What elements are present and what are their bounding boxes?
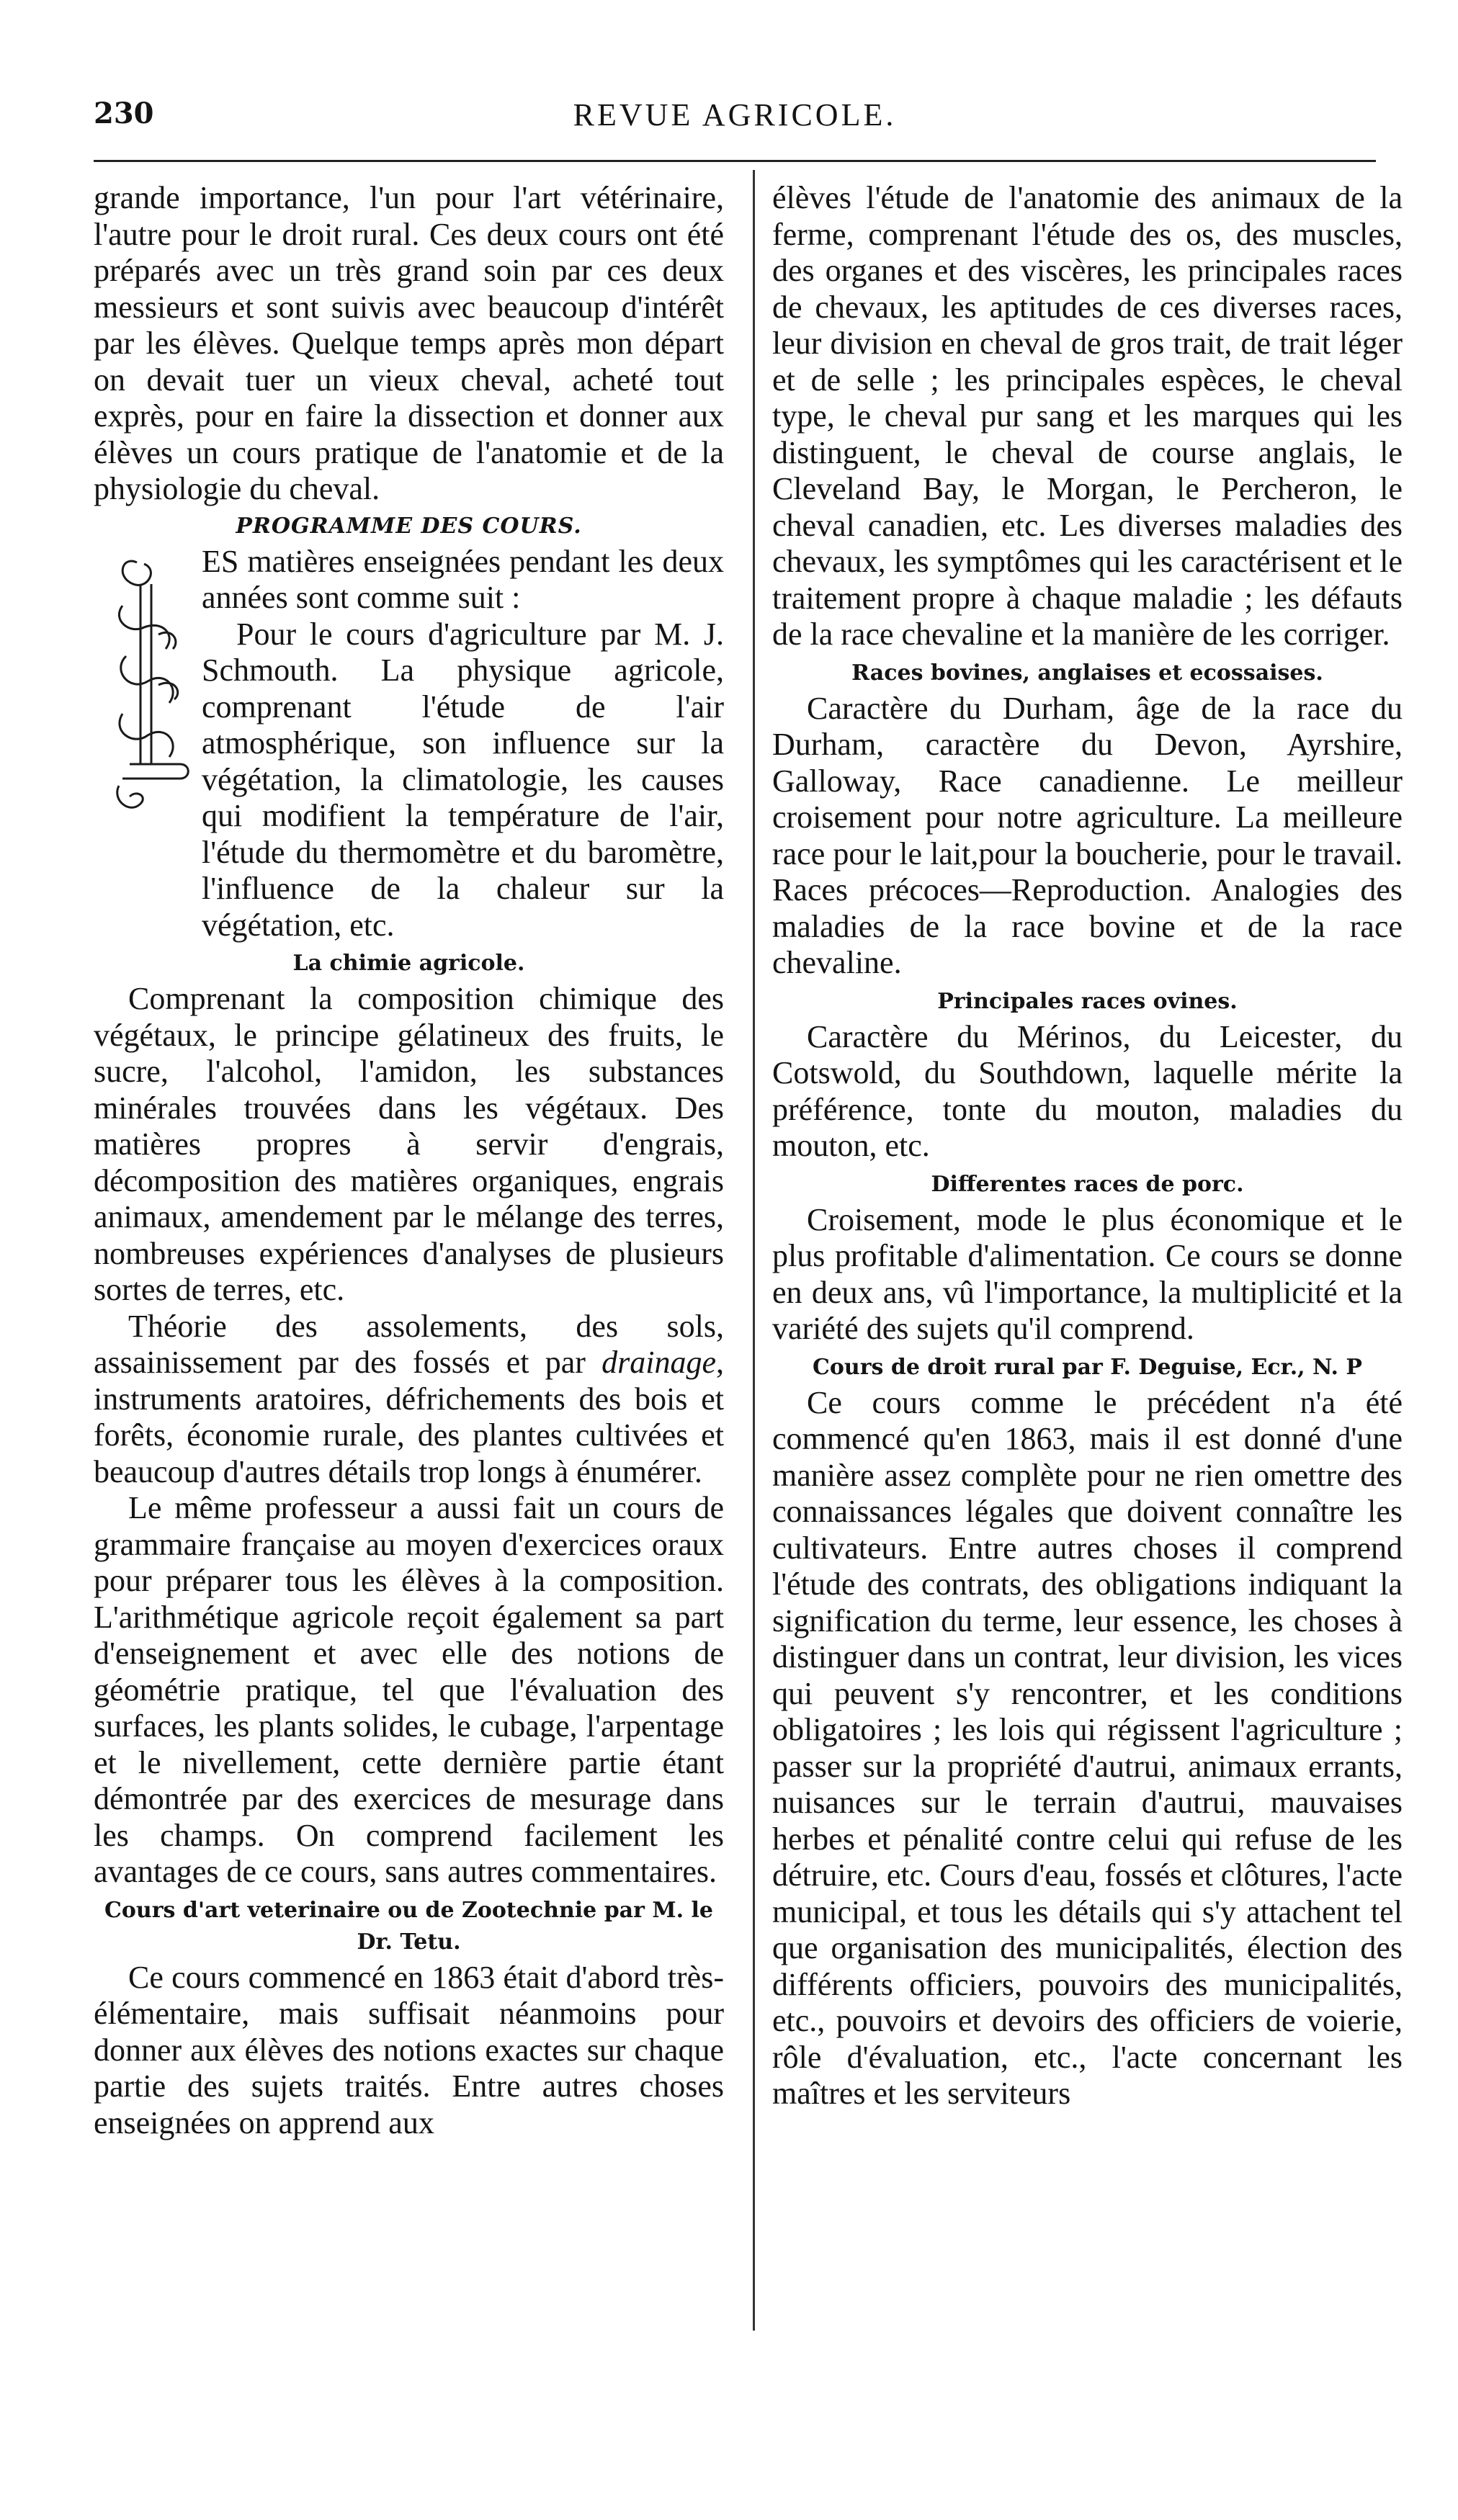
paragraph-assolements — [94, 1309, 724, 1491]
paragraph: Caractère du Durham, âge de la race du Durham, caractère du Devon, Ayrshire, Galloway, Race canadienne. Le meilleur croisement pour notre agriculture. La meilleure race pour le lait,pour la boucherie, pour le travail. Races précoces—Reproduction. Analogies des maladies de la race bovine et de la race chevaline. — [772, 690, 1403, 980]
ornamental-dropcap — [108, 548, 194, 836]
section-heading-porc: Differentes races de porc. — [931, 1171, 1244, 1197]
paragraph: grande importance, l'un pour l'art vétérinaire, l'autre pour le droit rural. Ces deux cours ont été préparés avec un très grand soin par ces deux messieurs et sont suivis avec beaucoup d'intérêt par les élèves. Quelque temps après mon départ on devait tuer un vieux cheval, acheté tout exprès, pour en faire la dissection et donner aux élèves un cours pratique de l'anatomie et de la physiologie du cheval. — [94, 180, 724, 506]
section-heading-chimie: La chimie agricole. — [292, 951, 525, 976]
lead-text: ES matières enseignées pendant les deux années sont comme suit : — [202, 543, 724, 615]
paragraph: Le même professeur a aussi fait un cours de grammaire française au moyen d'exercices oraux pour préparer tous les élèves à la composition. L'arithmétique agricole reçoit également sa part d'enseignement et avec elle des notions de géométrie pratique, tel que l'évaluation des surfaces, les plants solides, le cubage, l'arpentage et le nivellement, cette dernière partie étant démontrée par des exercices de mesurage dans les champs. On comprend facilement les avantages de ce cours, sans autres commentaires. — [94, 1490, 724, 1889]
section-heading-programme: PROGRAMME DES COURS. — [236, 513, 582, 539]
column-divider — [753, 170, 755, 2331]
paragraph: Caractère du Mérinos, du Leicester, du Cotswold, du Southdown, laquelle mérite la préférence, tonte du mouton, maladies du mouton, etc. — [772, 1018, 1403, 1163]
text-run: Théorie des assolements, des sols, assainissement par des fossés et par — [94, 1308, 724, 1380]
paragraph: élèves l'étude de l'anatomie des animaux de la ferme, comprenant l'étude des os, des muscles, des organes et des viscères, les principales races de chevaux, les aptitudes de ces diverses races, leur division en cheval de gros trait, de trait léger et de selle ; les principales espèces, le cheval type, le cheval pur sang et les marques qui les distinguent, le cheval de course anglais, le Cleveland Bay, le Morgan, le Percheron, le cheval canadien, etc. Les diverses maladies des chevaux, les symptômes qui les caractérisent et le traitement propre à chaque maladie ; les défauts de la race chevaline et la manière de les corriger. — [772, 180, 1403, 652]
dropcap-ornament-icon — [108, 548, 194, 836]
text-run: , instruments aratoires, défrichements des bois et forêts, économie rurale, des plantes cultivées et beaucoup d'autres détails trop longs à énumérer. — [94, 1345, 724, 1489]
paragraph: Ce cours commencé en 1863 était d'abord très-élémentaire, mais suffisait néanmoins pour donner aux élèves des notions exactes sur chaque partie des sujets traités. Entre autres choses enseignées on apprend aux — [94, 1959, 724, 2140]
emphasis: drainage — [601, 1345, 716, 1380]
section-heading-droit: Cours de droit rural par F. Deguise, Ecr., N. P — [813, 1354, 1362, 1380]
page-header — [94, 89, 1376, 137]
lead-paragraph — [94, 544, 724, 944]
left-column — [94, 180, 724, 2141]
paragraph-agriculture: Pour le cours d'agriculture par M. J. Schmouth. La physique agricole, comprenant l'étude de l'air atmosphérique, son influence sur la végétation, la climatologie, les causes qui modifient la température de l'air, l'étude du thermomètre et du baromètre, l'influence de la chaleur sur la végétation, etc. — [202, 616, 724, 943]
header-rule — [94, 160, 1376, 162]
right-column — [772, 180, 1403, 2112]
page-number: 230 — [94, 97, 154, 130]
paragraph: Croisement, mode le plus économique et le plus profitable d'alimentation. Ce cours se donne en deux ans, vû l'importance, la multiplicité et la variété des sujets qu'il comprend. — [772, 1201, 1403, 1346]
paragraph: Comprenant la composition chimique des végétaux, le principe gélatineux des fruits, le sucre, l'alcohol, l'amidon, les substances minérales trouvées dans les végétaux. Des matières propres à servir d'engrais, décomposition des matières organiques, engrais animaux, amendement par le mélange des terres, nombreuses expériences d'analyses de plusieurs sortes de terres, etc. — [94, 981, 724, 1307]
running-title: REVUE AGRICOLE. — [573, 97, 897, 133]
section-heading-veterinaire: Cours d'art veterinaire ou de Zootechnie par M. le Dr. Tetu. — [104, 1897, 713, 1955]
section-heading-ovines: Principales races ovines. — [937, 988, 1238, 1014]
paragraph: Ce cours comme le précédent n'a été commencé qu'en 1863, mais il est donné d'une manière assez complète pour ne rien omettre des connaissances légales que doivent connaître les cultivateurs. Entre autres choses il comprend l'étude des contrats, des obligations indiquant la signification du terme, leur essence, les choses à distinguer dans un contrat, leur division, les vices qui peuvent s'y rencontrer, et les conditions obligatoires ; les lois qui régissent l'agriculture ; passer sur la propriété d'autrui, animaux errants, nuisances sur le terrain d'autrui, mauvaises herbes et pénalité contre celui qui refuse de les détruire, etc. Cours d'eau, fossés et clôtures, l'acte municipal, et tous les détails qui s'y attachent tel que organisation des municipalités, élection des différents officiers, pouvoirs des municipalités, etc., pouvoirs et devoirs des officiers de voierie, rôle d'évaluation, etc., l'acte concernant les maîtres et les serviteurs — [772, 1384, 1403, 2111]
section-heading-bovines: Races bovines, anglaises et ecossaises. — [851, 660, 1323, 686]
